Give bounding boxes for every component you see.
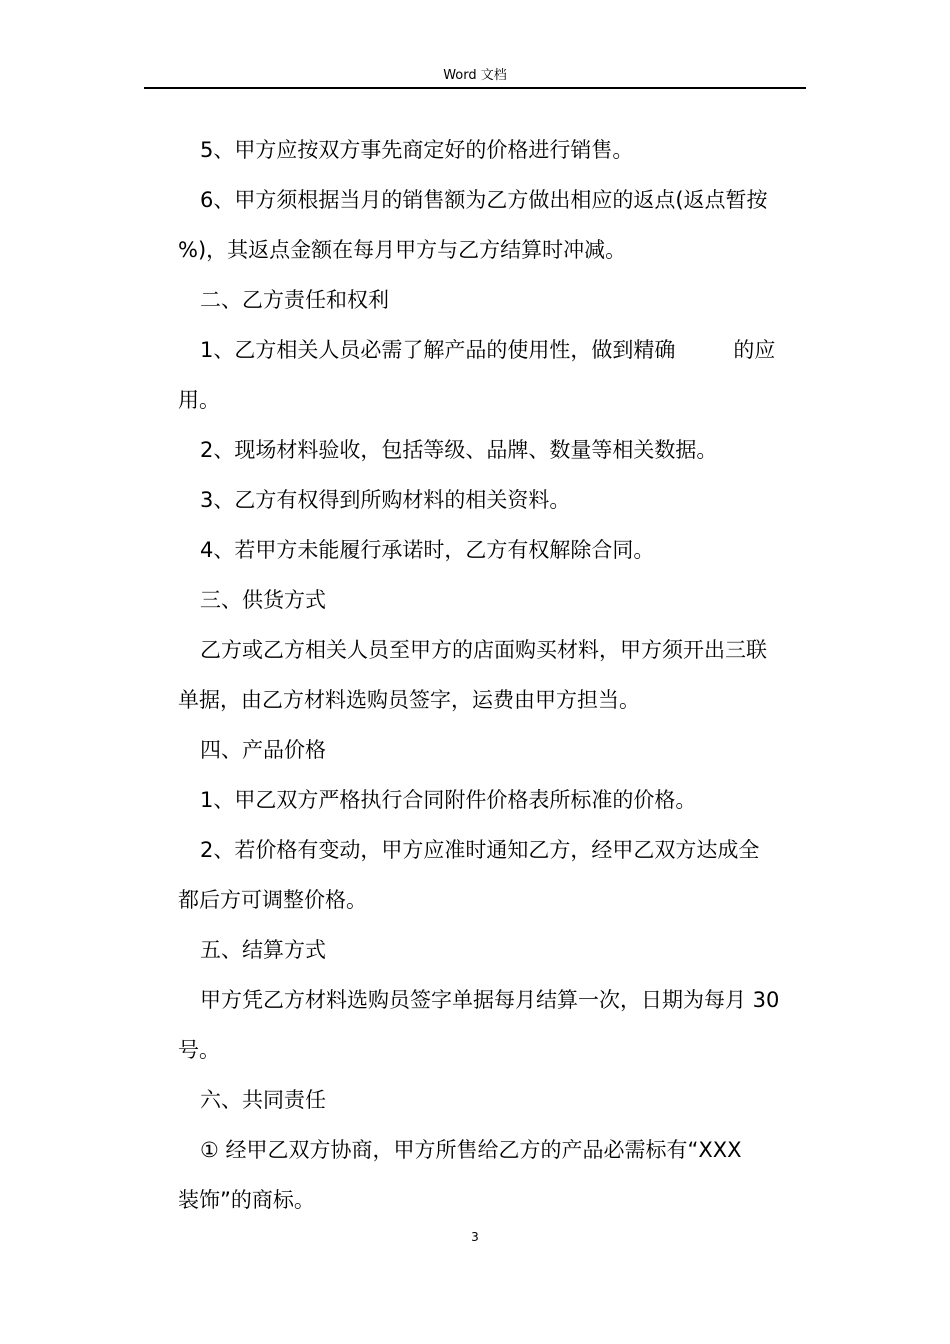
section-heading-6: 六、共同责任 <box>200 1088 326 1112</box>
clause-b1-line1 <box>178 325 804 375</box>
section-heading-3: 三、供货方式 <box>200 588 326 612</box>
clause-d2-line1: 2、若价格有变动，甲方应准时通知乙方，经甲乙双方达成全 <box>200 838 760 862</box>
clause-b1-tail: 的应 <box>733 338 776 362</box>
clause-a5: 5、甲方应按双方事先商定好的价格进行销售。 <box>200 138 634 162</box>
clause-f1-line2: 装饰”的商标。 <box>178 1188 315 1212</box>
clause-d1: 1、甲乙双方严格执行合同附件价格表所标准的价格。 <box>200 788 697 812</box>
clause-b1-line2: 用。 <box>178 388 220 412</box>
settlement-line2: 号。 <box>178 1038 220 1062</box>
clause-f1-line1: ① 经甲乙双方协商，甲方所售给乙方的产品必需标有“XXX <box>200 1138 742 1162</box>
settlement-line1: 甲方凭乙方材料选购员签字单据每月结算一次，日期为每月 30 <box>200 988 780 1012</box>
supply-line1: 乙方或乙方相关人员至甲方的店面购买材料，甲方须开出三联 <box>200 638 767 662</box>
document-body <box>178 125 804 1225</box>
header-divider <box>144 87 806 89</box>
section-heading-5: 五、结算方式 <box>200 938 326 962</box>
section-heading-4: 四、产品价格 <box>200 738 326 762</box>
page-header: Word 文档 <box>443 68 507 83</box>
section-heading-2: 二、乙方责任和权利 <box>200 288 389 312</box>
clause-b1-text: 1、乙方相关人员必需了解产品的使用性，做到精确 <box>200 338 676 362</box>
clause-b2: 2、现场材料验收，包括等级、品牌、数量等相关数据。 <box>200 438 718 462</box>
clause-a6-line2: %)，其返点金额在每月甲方与乙方结算时冲减。 <box>178 238 627 262</box>
clause-d2-line2: 都后方可调整价格。 <box>178 888 367 912</box>
clause-b3: 3、乙方有权得到所购材料的相关资料。 <box>200 488 571 512</box>
clause-a6-line1: 6、甲方须根据当月的销售额为乙方做出相应的返点(返点暂按 <box>200 188 768 212</box>
page-number: 3 <box>471 1230 479 1244</box>
supply-line2: 单据，由乙方材料选购员签字，运费由甲方担当。 <box>178 688 640 712</box>
clause-b4: 4、若甲方未能履行承诺时，乙方有权解除合同。 <box>200 538 655 562</box>
